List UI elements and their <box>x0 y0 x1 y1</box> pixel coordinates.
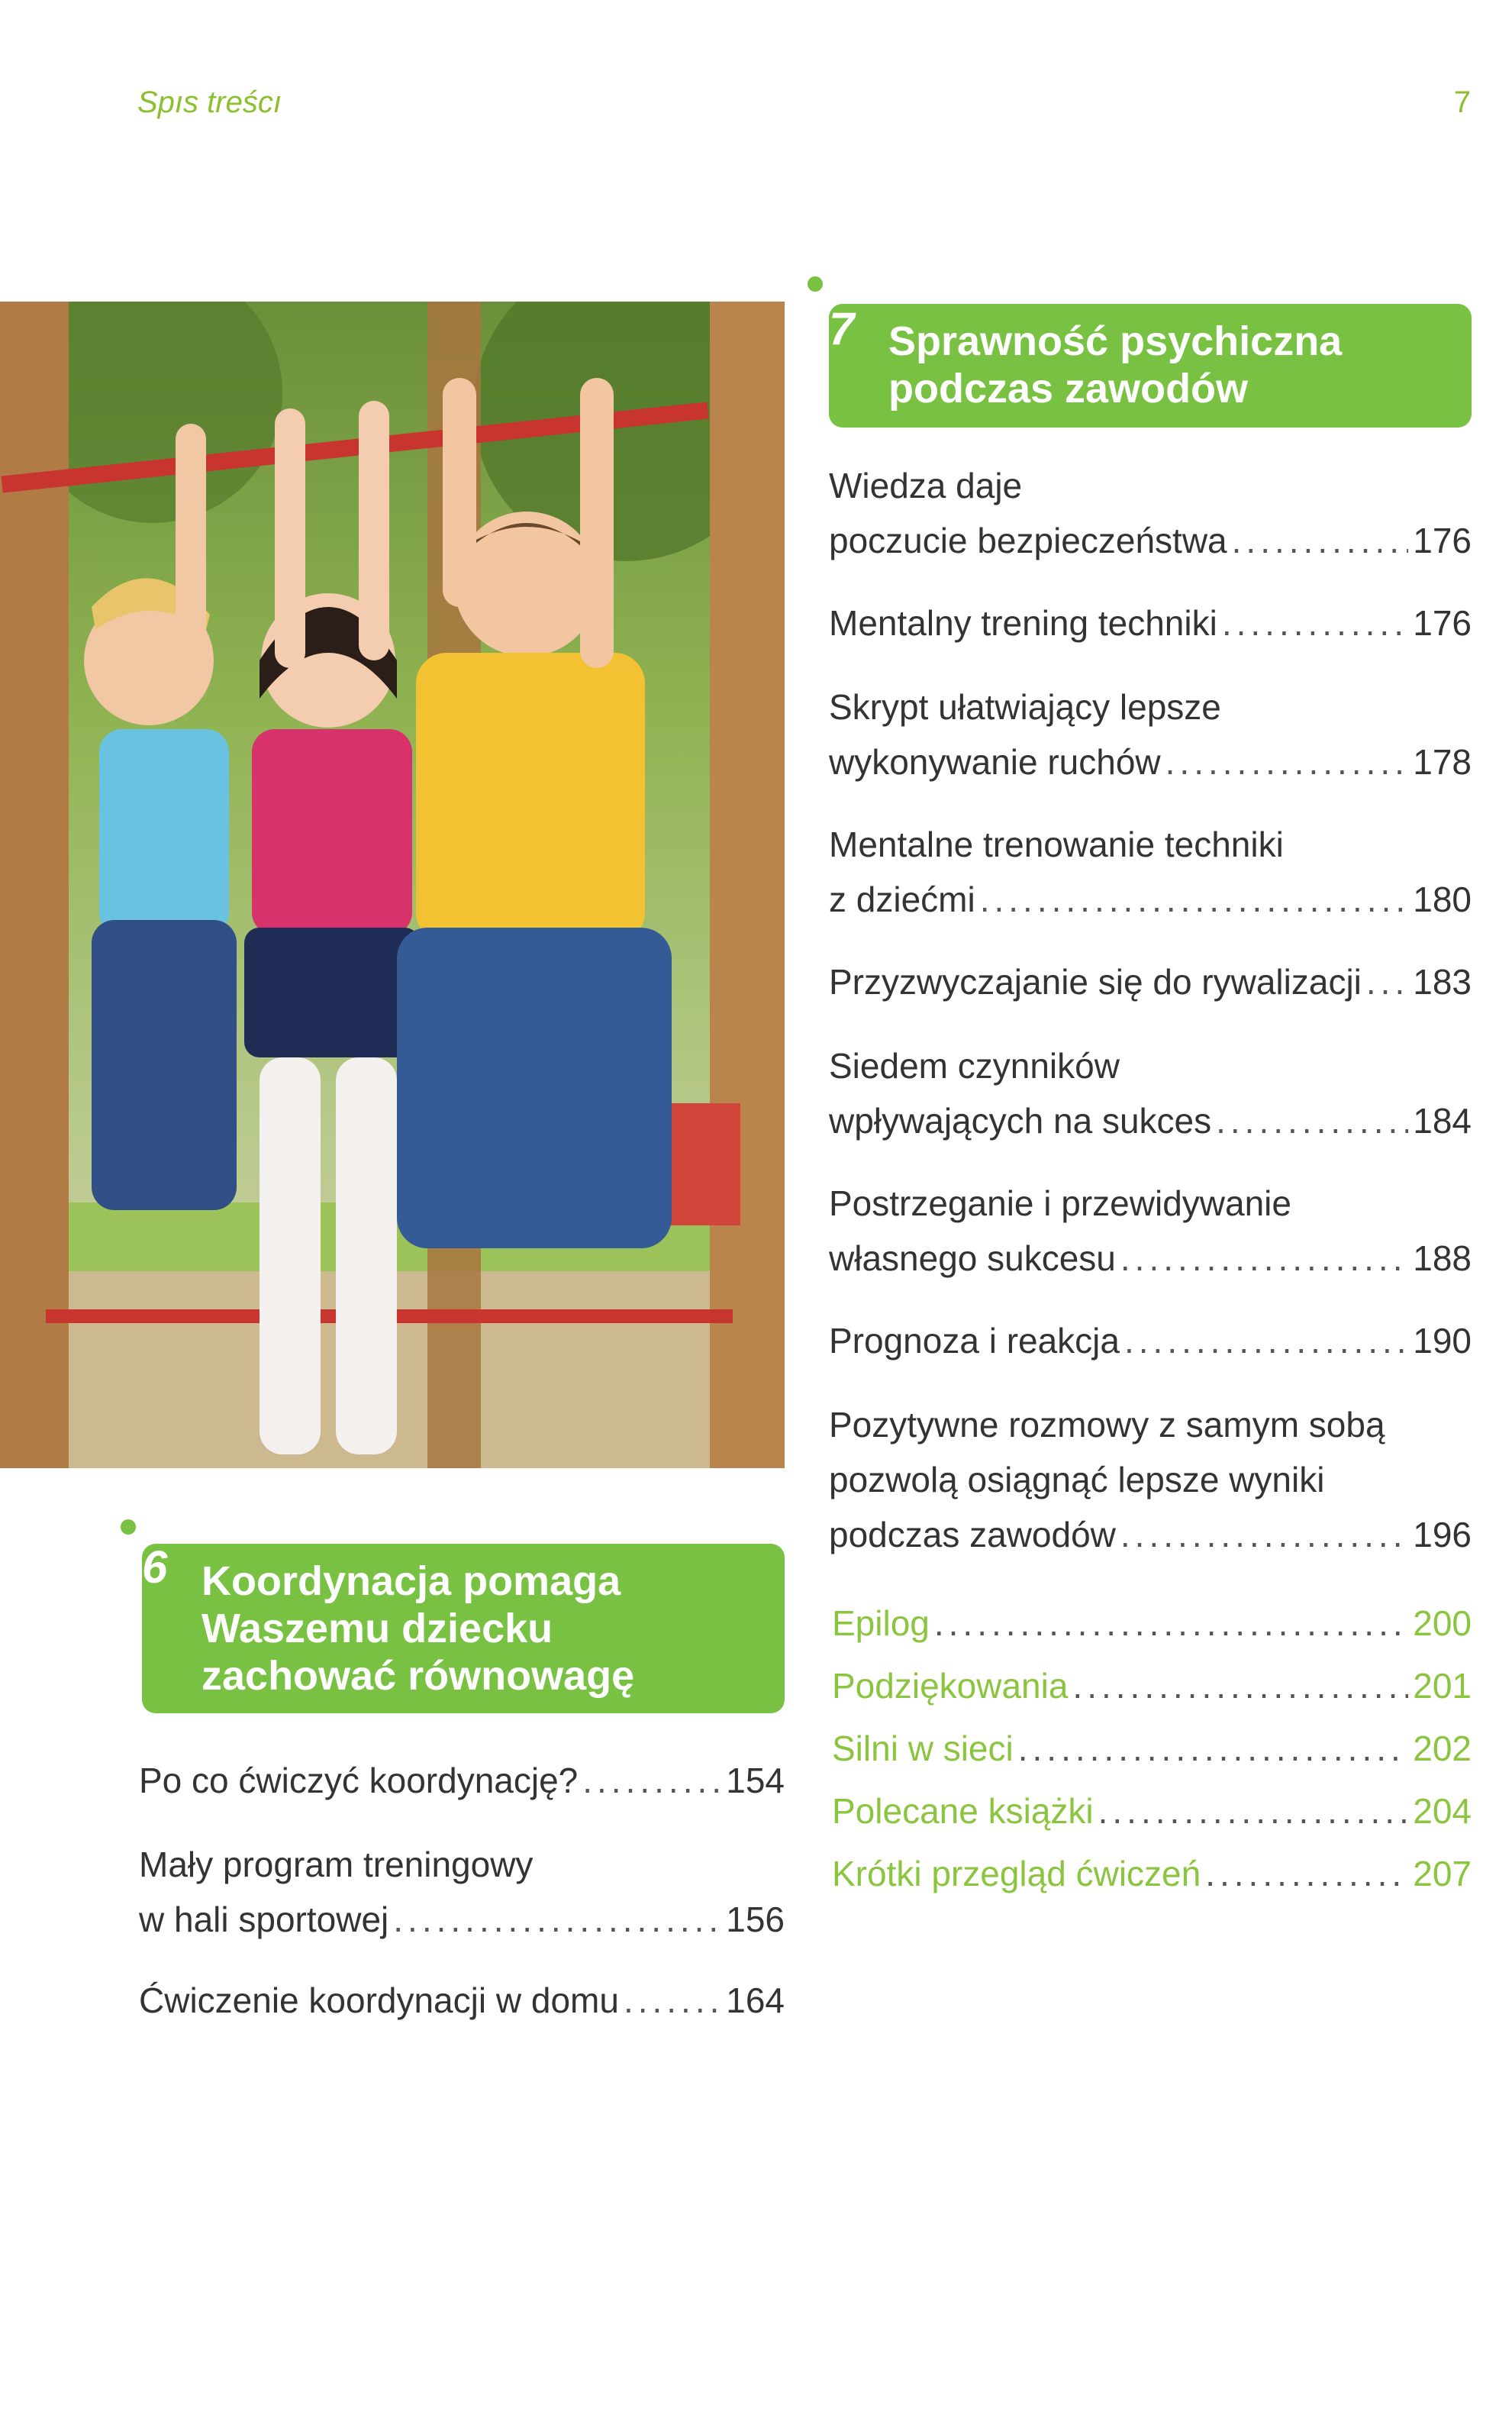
toc-entry-title-line: pozwolą osiągnąć lepsze wyniki <box>829 1460 1325 1499</box>
dot-leader <box>1222 596 1408 650</box>
chapter-number: 6 <box>142 1541 168 1593</box>
wooden-post-right <box>710 302 785 1468</box>
toc-entry-page: 184 <box>1413 1101 1472 1141</box>
arm <box>359 401 389 660</box>
toc-entry-title: w hali sportowej <box>139 1900 389 1939</box>
toc-entry[interactable] <box>829 1176 1472 1286</box>
toc-entry-page: 188 <box>1413 1238 1472 1278</box>
chapter-number: 7 <box>829 303 855 354</box>
toc-entry-title: Mentalny trening techniki <box>829 603 1217 643</box>
toc-entry[interactable] <box>829 596 1472 650</box>
child-middle-leg-right <box>336 1057 397 1454</box>
toc-entry-last-line <box>829 954 1472 1009</box>
dot-leader <box>1205 1846 1408 1901</box>
chapter-6-header <box>142 1541 785 1713</box>
toc-entry[interactable] <box>829 817 1472 927</box>
toc-entry[interactable] <box>829 1313 1472 1368</box>
toc-entry-page: 202 <box>1413 1729 1472 1768</box>
toc-entry-last-line <box>829 596 1472 650</box>
arm <box>176 424 206 676</box>
toc-entry[interactable] <box>829 954 1472 1009</box>
toc-entry-last-line <box>829 1231 1472 1286</box>
toc-entry-title: z dziećmi <box>829 880 975 919</box>
dot-leader <box>1366 954 1408 1009</box>
toc-entry-page: 154 <box>726 1761 785 1800</box>
dot-leader <box>934 1596 1408 1651</box>
toc-entry-title: podczas zawodów <box>829 1515 1116 1554</box>
toc-entry-last-line <box>829 734 1472 789</box>
toc-entry[interactable] <box>829 458 1472 568</box>
arm <box>443 378 476 607</box>
toc-entry[interactable] <box>832 1596 1472 1651</box>
dot-leader <box>1098 1783 1409 1838</box>
toc-entry-title: wpływających na sukces <box>829 1101 1212 1141</box>
dot-leader <box>1124 1313 1408 1368</box>
toc-entry-last-line <box>139 1892 785 1947</box>
toc-entry-title-line: Pozytywne rozmowy z samym sobą <box>829 1405 1385 1445</box>
toc-entry[interactable] <box>832 1721 1472 1776</box>
dot-leader <box>1216 1093 1408 1148</box>
toc-entry-page: 201 <box>1413 1666 1472 1706</box>
dot-leader <box>1072 1658 1408 1713</box>
toc-entry-title: Prognoza i reakcja <box>829 1321 1120 1361</box>
child-middle-skirt <box>244 928 420 1057</box>
toc-entry-last-line <box>832 1783 1472 1838</box>
arm <box>580 378 614 668</box>
dot-leader <box>1120 1507 1408 1562</box>
toc-entry-title: wykonywanie ruchów <box>829 742 1161 782</box>
dot-leader <box>1165 734 1409 789</box>
child-right-shirt <box>416 653 645 943</box>
toc-entry-title: Silni w sieci <box>832 1729 1014 1768</box>
toc-entry-last-line <box>829 513 1472 568</box>
toc-entry-title-line: Mentalne trenowanie techniki <box>829 825 1284 864</box>
toc-entry-title: Podziękowania <box>832 1666 1069 1706</box>
dot-leader <box>1018 1721 1409 1776</box>
chapter-marker-dot <box>808 276 823 292</box>
toc-entry[interactable] <box>139 1837 785 1947</box>
toc-entry-last-line <box>832 1846 1472 1901</box>
dot-leader <box>980 872 1409 927</box>
toc-entry[interactable] <box>832 1783 1472 1838</box>
dot-leader <box>1120 1231 1408 1286</box>
toc-entry-title: Krótki przegląd ćwiczeń <box>832 1854 1201 1893</box>
toc-entry-page: 200 <box>1413 1603 1472 1643</box>
toc-entry-last-line <box>829 1093 1472 1148</box>
photo-illustration <box>0 302 785 1468</box>
dot-leader <box>624 1973 721 2028</box>
toc-entry-title: Ćwiczenie koordynacji w domu <box>139 1980 619 2020</box>
toc-entry-title: poczucie bezpieczeństwa <box>829 521 1227 560</box>
toc-entry[interactable] <box>832 1846 1472 1901</box>
toc-entry-title: własnego sukcesu <box>829 1238 1116 1278</box>
chapter-7-header <box>829 304 1472 428</box>
toc-entry-last-line <box>832 1721 1472 1776</box>
toc-entry-page: 176 <box>1413 603 1472 643</box>
toc-entry-title: Przyzwyczajanie się do rywalizacji <box>829 962 1362 1002</box>
page-number: 7 <box>1453 86 1471 119</box>
arm <box>275 408 305 668</box>
chapter-marker-dot <box>121 1519 136 1535</box>
toc-entry-page: 156 <box>726 1900 785 1939</box>
toc-entry[interactable] <box>832 1658 1472 1713</box>
toc-entry-title: Epilog <box>832 1603 930 1643</box>
toc-entry[interactable] <box>829 679 1472 789</box>
child-middle-leg-left <box>260 1057 321 1454</box>
toc-entry-title-line: Wiedza daje <box>829 466 1023 505</box>
toc-entry-title-line: Mały program treningowy <box>139 1845 534 1884</box>
toc-entry-page: 190 <box>1413 1321 1472 1361</box>
child-right-jeans <box>397 928 672 1248</box>
toc-entry-page: 178 <box>1413 742 1472 782</box>
toc-entry[interactable] <box>829 1038 1472 1148</box>
toc-entry-last-line <box>829 1507 1472 1562</box>
toc-entry-page: 180 <box>1413 880 1472 919</box>
toc-entry-last-line <box>832 1596 1472 1651</box>
toc-entry-page: 164 <box>726 1980 785 2020</box>
toc-entry-last-line <box>832 1658 1472 1713</box>
child-middle-shirt <box>252 729 412 935</box>
toc-entry-title-line: Skrypt ułatwiający lepsze <box>829 687 1221 727</box>
running-header-section: Spıs treścı <box>137 86 282 119</box>
toc-entry-last-line <box>139 1753 785 1808</box>
toc-entry[interactable] <box>139 1973 785 2028</box>
toc-entry-last-line <box>829 872 1472 927</box>
toc-entry-page: 207 <box>1413 1854 1472 1893</box>
child-left-jeans <box>92 920 237 1210</box>
dot-leader <box>393 1892 721 1947</box>
chapter-title: Koordynacja pomaga Waszemu dziecku zachować równowagę <box>201 1558 635 1699</box>
chapter-title: Sprawność psychiczna podczas zawodów <box>888 318 1343 412</box>
toc-entry-page: 183 <box>1413 962 1472 1002</box>
dot-leader <box>582 1753 721 1808</box>
toc-entry-page: 204 <box>1413 1791 1472 1831</box>
toc-entry-title: Polecane książki <box>832 1791 1094 1831</box>
toc-entry-last-line <box>139 1973 785 2028</box>
toc-entry-page: 176 <box>1413 521 1472 560</box>
child-left-shirt <box>99 729 229 935</box>
toc-entry-page: 196 <box>1413 1515 1472 1554</box>
dot-leader <box>1232 513 1409 568</box>
toc-entry-title: Po co ćwiczyć koordynację? <box>139 1761 579 1800</box>
toc-entry-title-line: Siedem czynników <box>829 1046 1120 1086</box>
toc-entry-title-line: Postrzeganie i przewidywanie <box>829 1183 1291 1223</box>
toc-entry[interactable] <box>829 1397 1472 1562</box>
toc-entry[interactable] <box>139 1753 785 1808</box>
children-playground-photo <box>0 302 785 1468</box>
toc-entry-last-line <box>829 1313 1472 1368</box>
